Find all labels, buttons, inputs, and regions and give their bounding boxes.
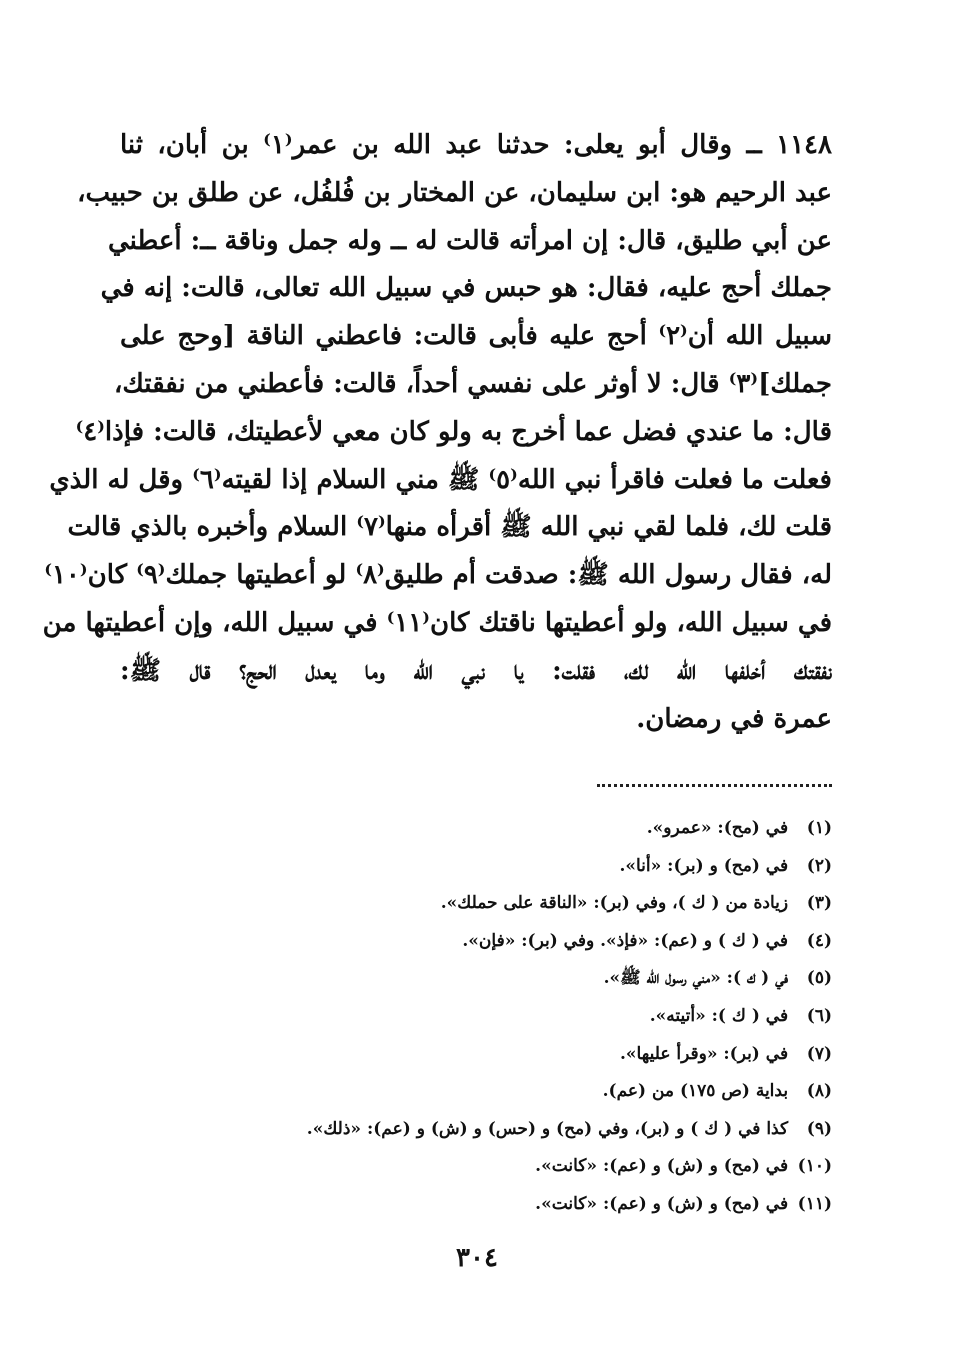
footnote-text: زيادة من ( ك )، وفي (بر): «الناقة على حملك». (440, 893, 789, 914)
body-line: عمرة في رمضان. (636, 703, 832, 734)
footnote-text: في (بر): «وقرأ عليها». (620, 1043, 789, 1064)
footnote-text: في ( ك ) و (عم): «فإذ». وفي (بر): «فإن». (462, 930, 789, 951)
footnote-number: (٩) (806, 1118, 832, 1139)
footnote-item (120, 848, 832, 886)
hadith-body-text (42, 122, 832, 743)
footnote-text: في (مح) و (بر): «أنا». (619, 855, 789, 876)
footnote-item (120, 1111, 832, 1149)
body-line: جملك]⁽٣⁾ قال: لا أوثر على نفسي أحداً، قالت: فأعطني من نفقتك، (113, 368, 832, 399)
footnote-item (120, 885, 832, 923)
footnote-item (120, 1148, 832, 1186)
page-number: ٣٠٤ (456, 1243, 498, 1273)
footnote-number: (٢) (806, 855, 832, 876)
body-line: عن أبي طليق، قال: إن امرأته قالت له ــ وله جمل وناقة ــ: أعطني (108, 225, 832, 256)
body-line: سبيل الله أن⁽٢⁾ أحج عليه فأبى قالت: فاعطني الناقة [وحج على (120, 321, 832, 352)
footnote-item (120, 960, 832, 998)
footnote-number: (٦) (806, 1005, 832, 1026)
body-line: عبد الرحيم هو: ابن سليمان، عن المختار بن فُلفُل، عن طلق بن حبيب، (77, 177, 832, 208)
footnote-item (120, 1073, 832, 1111)
footnote-number: (١١) (797, 1193, 832, 1214)
body-line: قلت لك، فلما لقي نبي الله ﷺ أقرأه منها⁽٧⁾ السلام وأخبره بالذي قالت (67, 512, 832, 543)
footnote-text: بداية (ص ١٧٥) من (عم). (602, 1081, 789, 1102)
footnote-number: (٣) (806, 893, 832, 914)
footnote-number: (٨) (806, 1081, 832, 1102)
body-line: فعلت ما فعلت فاقرأ نبي الله⁽٥⁾ ﷺ مني السلام إذا لقيته⁽٦⁾ وقل له الذي (49, 464, 832, 495)
footnote-text: في ( ك ): «مني رسول الله ﷺ». (603, 968, 789, 989)
footnote-number: (٧) (806, 1043, 832, 1064)
footnote-text: في (مح): «عمرو». (646, 818, 789, 838)
footnotes-list (120, 810, 832, 1224)
footnote-number: (١٠) (797, 1156, 832, 1177)
footnote-text: في (مح) و (ش) و (عم): «كانت». (535, 1193, 789, 1214)
footnote-item (120, 998, 832, 1036)
footnote-divider (597, 784, 832, 787)
footnote-item (120, 923, 832, 961)
footnote-item (120, 810, 832, 848)
footnote-text: كذا في ( ك ) و (بر)، وفي (مح) و (حس) و (ش) و (عم): «ذلك». (306, 1118, 789, 1139)
body-line: له، فقال رسول الله ﷺ: صدقت أم طليق⁽٨⁾ لو أعطيتها جملك⁽٩⁾ كان⁽١٠⁾ (44, 560, 832, 591)
footnote-item (120, 1036, 832, 1074)
body-line: في سبيل الله، ولو أعطيتها ناقتك كان⁽١١⁾ في سبيل الله، وإن أعطيتها من (42, 607, 832, 638)
footnote-text: في (مح) و (ش) و (عم): «كانت». (535, 1156, 789, 1177)
footnote-number: (٥) (806, 968, 832, 989)
footnote-number: (١) (806, 818, 832, 838)
body-line: قال: ما عندي فضل عما أخرج به ولو كان معي لأعطيتك، قالت: فإذا⁽٤⁾ (75, 416, 832, 447)
footnote-number: (٤) (806, 930, 832, 951)
body-line: جملك أحج عليه، فقال: هو حبس في سبيل الله تعالى، قالت: إنه في (100, 273, 832, 304)
footnote-text: في ( ك ): «أتيته». (649, 1005, 789, 1026)
body-line: نفقتك أخلفها الله لك، فقلت: يا نبي الله وما يعدل الحج؟ قال ﷺ: (120, 655, 832, 686)
body-line: ١١٤٨ ــ وقال أبو يعلى: حدثنا عبد الله بن عمر⁽١⁾ بن أبان، ثنا (120, 130, 832, 160)
footnote-item (120, 1186, 832, 1224)
